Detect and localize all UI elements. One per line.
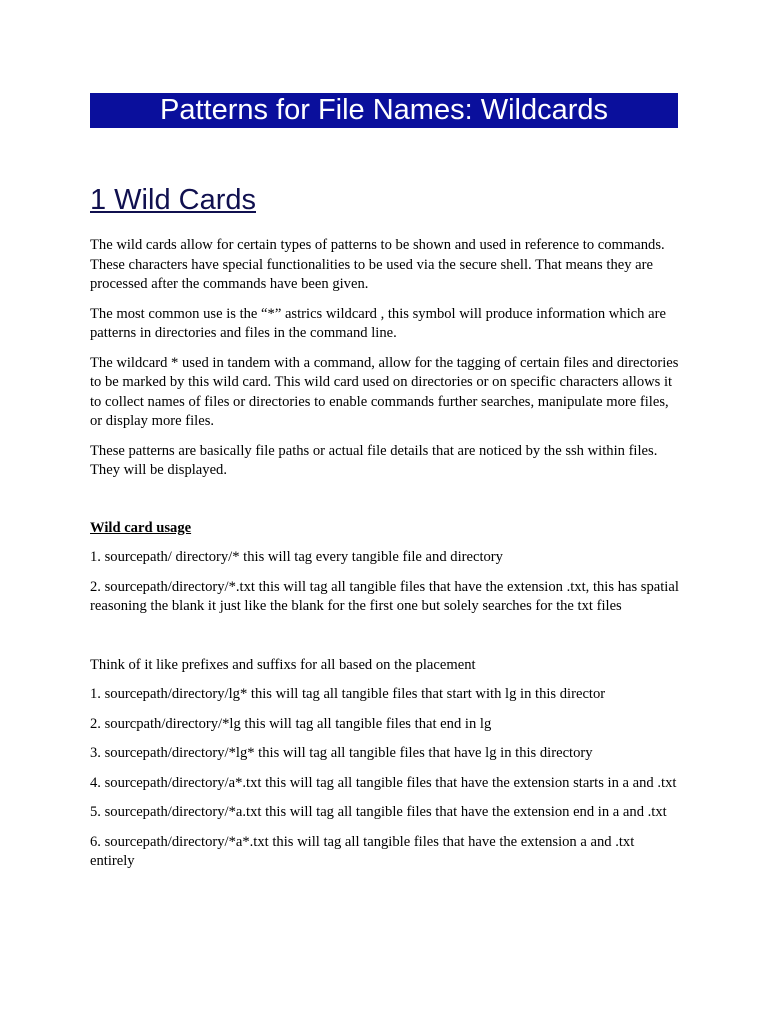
list-item: 5. sourcepath/directory/*a.txt this will tag all tangible files that have the extension end in a and .txt	[90, 804, 667, 820]
document-body	[90, 236, 680, 882]
list-item: 2. sourcepath/directory/*.txt this will tag all tangible files that have the extension .txt, this has spatial reasoning the blank it just like the blank for the first one but solely searches for the txt files	[90, 578, 679, 614]
paragraph: Think of it like prefixes and suffixs for all based on the placement	[90, 656, 476, 673]
usage-subheading: Wild card usage	[90, 519, 192, 536]
paragraph: The most common use is the “*” astrics wildcard , this symbol will produce information which are patterns in directories and files in the command line.	[90, 305, 666, 341]
list-item: 6. sourcepath/directory/*a*.txt this will tag all tangible files that have the extension a and .txt entirely	[90, 833, 635, 869]
section-heading: 1 Wild Cards	[90, 184, 256, 216]
list-item: 1. sourcepath/ directory/* this will tag every tangible file and directory	[90, 549, 503, 565]
list-item: 4. sourcepath/directory/a*.txt this will tag all tangible files that have the extension starts in a and .txt	[90, 774, 677, 791]
list-item: 2. sourcpath/directory/*lg this will tag all tangible files that end in lg	[90, 715, 492, 732]
list-item: 1. sourcepath/directory/lg* this will tag all tangible files that start with lg in this director	[90, 686, 606, 702]
paragraph: The wildcard * used in tandem with a command, allow for the tagging of certain files and directories to be marked by this wild card. This wild card used on directories or on specific characters allows it to collect names of files or directories to enable commands further searches, manipulate more files, or display more files.	[90, 354, 679, 429]
paragraph: These patterns are basically file paths or actual file details that are noticed by the ssh within files. They will be displayed.	[90, 442, 658, 478]
list-item: 3. sourcepath/directory/*lg* this will tag all tangible files that have lg in this directory	[90, 745, 593, 761]
title-banner: Patterns for File Names: Wildcards	[90, 93, 678, 128]
paragraph: The wild cards allow for certain types of patterns to be shown and used in reference to commands. These characters have special functionalities to be used via the secure shell. That means they are processed after the commands have been given.	[90, 237, 665, 292]
